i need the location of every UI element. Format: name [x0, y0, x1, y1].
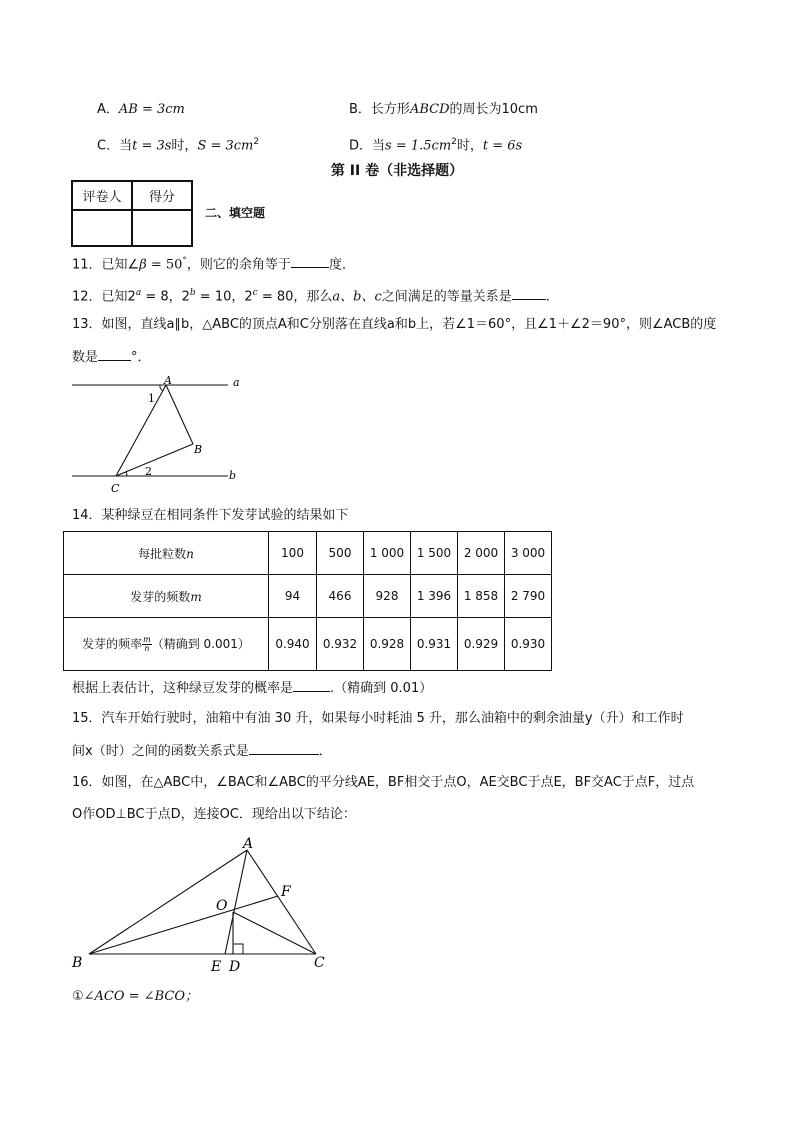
segment-bc	[116, 444, 193, 476]
cell-r3-c3: 0.928	[364, 618, 411, 671]
cell-r2-c5: 1 858	[458, 575, 505, 618]
label-o-point: O	[216, 898, 228, 914]
option-a: A．AB = 3cm	[97, 102, 185, 117]
score-cell[interactable]	[132, 210, 192, 246]
row3-label: 发芽的频率 $\frac{m}{n}$ （精确到 0.001）	[64, 618, 269, 671]
cell-r3-c2: 0.932	[317, 618, 364, 671]
answer-blank-15[interactable]	[249, 741, 319, 755]
answer-blank-12[interactable]	[512, 286, 546, 300]
answer-blank-14[interactable]	[293, 678, 330, 692]
question-13-line1: 13．如图，直线a∥b，△ABC的顶点A和C分别落在直线a和b上，若∠1＝60°，且∠1＋∠2＝90°，则∠ACB的度	[72, 317, 717, 332]
cell-r1-c1: 100	[269, 532, 317, 575]
question-12: 12．已知$2^a = 8$，$2^b = 10$，$2^c = 80$，那么a、b、c之间满足的等量关系是 .	[72, 288, 550, 305]
question-13-line2: 数是 °．	[72, 347, 151, 368]
option-b: B．长方形ABCD的周长为10cm	[349, 102, 538, 117]
answer-blank-11[interactable]	[291, 254, 329, 268]
frequency-table	[63, 531, 552, 671]
label-f-point: F	[281, 884, 291, 900]
cell-r3-c4: 0.931	[411, 618, 458, 671]
figure-16	[66, 832, 336, 977]
row2-label: 发芽的频数m	[64, 575, 269, 618]
label-a-point: A	[243, 836, 254, 852]
right-angle-mark	[233, 944, 243, 954]
label-line-a: a	[233, 376, 240, 389]
grader-header: 评卷人	[72, 181, 132, 210]
row1-label: 每批粒数n	[64, 532, 269, 575]
label-e-point: E	[211, 959, 222, 975]
cell-r3-c6: 0.930	[505, 618, 552, 671]
cell-r3-c5: 0.929	[458, 618, 505, 671]
bisector-ae	[225, 850, 247, 954]
fraction-m-over-n: $\frac{m}{n}$	[143, 635, 151, 653]
label-line-b: b	[229, 469, 237, 482]
label-b-point: B	[72, 955, 83, 971]
label-angle-2: 2	[145, 465, 152, 478]
cell-r2-c3: 928	[364, 575, 411, 618]
option-d: D．当$s = 1.5cm^2$时，t = 6s	[349, 137, 523, 154]
cell-r1-c5: 2 000	[458, 532, 505, 575]
label-c-point: C	[111, 482, 120, 495]
score-header: 得分	[132, 181, 192, 210]
cell-r1-c2: 500	[317, 532, 364, 575]
answer-blank-13[interactable]	[98, 347, 131, 361]
label-a-point: A	[164, 374, 172, 387]
question-16-line1: 16．如图，在△ABC中，∠BAC和∠ABC的平分线AE，BF相交于点O，AE交BC于点E，BF交AC于点F，过点	[72, 775, 695, 790]
question-14: 14．某种绿豆在相同条件下发芽试验的结果如下	[72, 508, 349, 523]
question-15-line1: 15．汽车开始行驶时，油箱中有油 30 升，如果每小时耗油 5 升，那么油箱中的剩余油量y（升）和工作时	[72, 711, 684, 726]
cell-r1-c6: 3 000	[505, 532, 552, 575]
segment-ac	[116, 385, 166, 476]
segment-oc	[233, 912, 316, 954]
cell-r2-c1: 94	[269, 575, 317, 618]
question-16-line2: O作OD⊥BC于点D，连接OC．现给出以下结论：	[72, 807, 356, 822]
question-11: 11．已知∠β = 50°，则它的余角等于 度．	[72, 256, 355, 273]
grader-table	[71, 180, 193, 247]
cell-r2-c2: 466	[317, 575, 364, 618]
section-heading: 二、填空题	[205, 206, 266, 220]
label-angle-1: 1	[148, 392, 155, 405]
cell-r3-c1: 0.940	[269, 618, 317, 671]
conclusion-1: ①∠ACO = ∠BCO；	[72, 989, 198, 1004]
figure-13	[66, 372, 256, 496]
question-14-answer: 根据上表估计，这种绿豆发芽的概率是 .（精确到 0.01）	[72, 678, 432, 699]
grader-cell[interactable]	[72, 210, 132, 246]
question-15-line2: 间x（时）之间的函数关系式是 ．	[72, 741, 332, 762]
cell-r2-c6: 2 790	[505, 575, 552, 618]
bisector-bf	[89, 896, 278, 954]
option-a-math: AB = 3cm	[118, 102, 185, 117]
cell-r2-c4: 1 396	[411, 575, 458, 618]
cell-r1-c3: 1 000	[364, 532, 411, 575]
label-b-point: B	[194, 443, 203, 456]
section-title: 第 II 卷（非选择题）	[330, 163, 464, 179]
label-c-point: C	[314, 955, 325, 971]
cell-r1-c4: 1 500	[411, 532, 458, 575]
segment-ab	[166, 385, 193, 444]
label-d-point: D	[229, 959, 241, 975]
option-c: C．当t = 3s时，$S = 3cm^2$	[97, 137, 260, 154]
angle-1-arc	[160, 385, 163, 391]
angle-2-arc	[126, 472, 127, 476]
